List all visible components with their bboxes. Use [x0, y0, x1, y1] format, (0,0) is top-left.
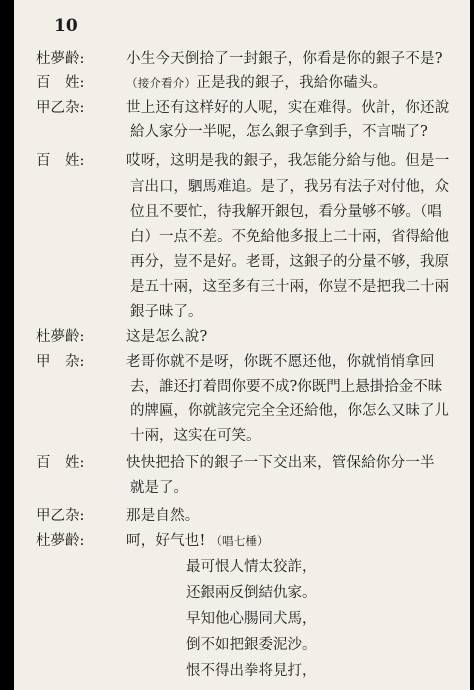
dialogue-text: 老哥你就不是呀，你既不愿还他，你就悄悄拿回 [126, 354, 435, 370]
dialogue-text-block [126, 532, 269, 550]
speaker-name: 百 姓: [36, 153, 85, 169]
dialogue-text: 給人家分一半呢，怎么銀子拿到手，不言喘了? [130, 124, 428, 140]
verse-line: 早知他心腸同犬馬， [186, 611, 317, 627]
dialogue-text: 是五十兩，这至多有三十兩，你豈不是把我二十兩 [130, 279, 449, 295]
speaker-name: 杜夢齡: [36, 329, 85, 345]
dialogue-text: 快快把拾下的銀子一下交出来，管保給你分一半 [126, 455, 435, 471]
verse-line: 恨不得出拳将見打， [186, 663, 317, 679]
speaker-name: 甲乙杂: [36, 100, 85, 116]
speaker-name: 甲乙杂: [36, 508, 85, 524]
dialogue-text: 正是我的銀子，我給你磕头。 [196, 75, 388, 91]
verse-line: 还銀兩反倒結仇家。 [186, 585, 317, 601]
dialogue-text: 位且不要忙，待我解开銀包，看分量够不够。（唱 [130, 204, 442, 220]
stage-direction: （唱七棰） [210, 534, 269, 548]
dialogue-text: 那是自然。 [126, 508, 200, 524]
dialogue-text-block [126, 74, 387, 92]
dialogue-text: 就是了。 [130, 480, 188, 496]
dialogue-text: 小生今天倒拾了一封銀子，你看是你的銀子不是? [126, 51, 443, 67]
speaker-name: 杜夢齡: [36, 51, 85, 67]
speaker-name: 百 姓: [36, 455, 85, 471]
dialogue-text: 这是怎么說? [126, 329, 208, 345]
page-number: 10 [54, 16, 78, 36]
verse-line: 倒不如把銀委泥沙。 [186, 637, 317, 653]
dialogue-text: 言出口，駟馬难追。是了，我另有法子对付他，众 [130, 179, 449, 195]
speaker-name: 百 姓: [36, 75, 85, 91]
dialogue-text: 十兩，这实在可笑。 [130, 428, 261, 444]
dialogue-text: 世上还有这样好的人呢，实在难得。伙計，你还說 [126, 100, 450, 116]
dialogue-text: 再分，豈不是好。老哥，这銀子的分量不够，我原 [130, 254, 449, 270]
dialogue-text: 的牌匾，你就該完完全全还給他，你怎么又昧了儿 [130, 403, 449, 419]
verse-line: 最可恨人情太狡詐， [186, 559, 317, 575]
dialogue-text: 呵，好气也! [126, 533, 206, 549]
dialogue-text: 白）一点不差。不免給他多报上二十兩，省得給他 [130, 229, 449, 245]
stage-direction: （接介看介） [126, 76, 197, 90]
book-page [14, 0, 470, 690]
speaker-name: 甲 杂: [36, 354, 85, 370]
dialogue-text: 銀子昧了。 [130, 304, 203, 320]
dialogue-text: 哎呀，这明是我的銀子，我怎能分給与他。但是一 [126, 153, 450, 169]
dialogue-text: 去，誰还打着問你要不成?你既門上悬掛拾金不昧 [130, 379, 443, 395]
speaker-name: 杜夢齡: [36, 533, 85, 549]
